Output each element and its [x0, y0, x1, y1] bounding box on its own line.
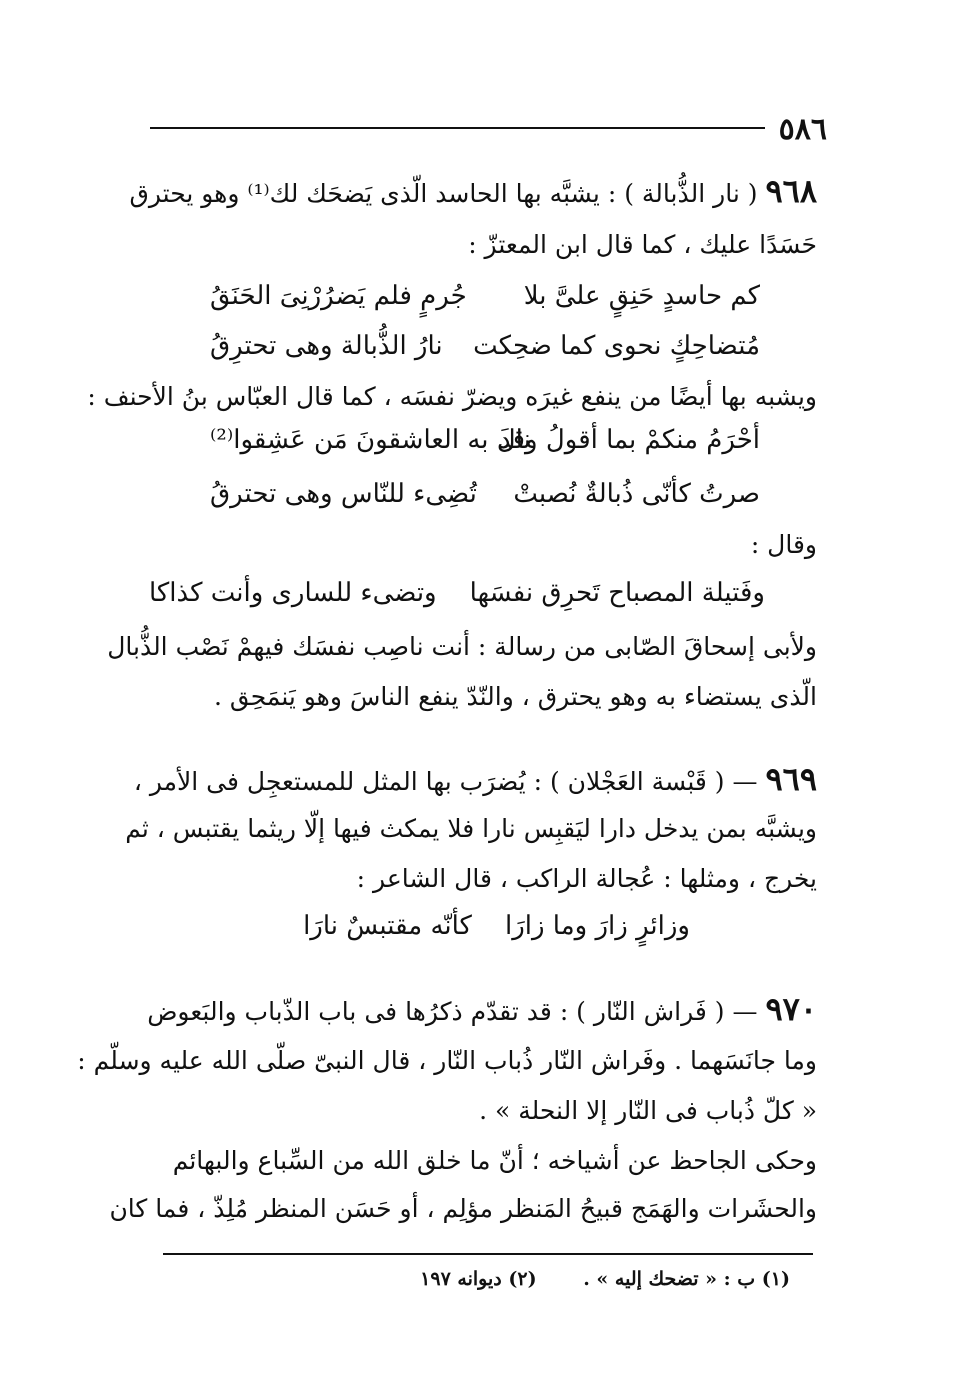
entry-968-line-1 [129, 172, 817, 213]
prose-line: ويشبَّه بمن يدخل دارا ليَقبِس نارا فلا يمكث فيها إلّا ريثما يقتبس ، ثم [125, 814, 817, 843]
footnotes [380, 1268, 790, 1290]
entry-text: — ( قَبْسة العَجْلان ) : يُضرَب بها المثل للمستعجِل فى الأمر ، [133, 767, 758, 796]
header-rule [150, 127, 765, 129]
page-number: ٥٨٦ [778, 112, 827, 147]
prose-line: الّذى يستضاء به وهو يحترق ، والنّدّ ينفع الناسَ وهو يَنمَحِق . [213, 682, 817, 711]
prose-line: وحكى الجاحظ عن أشياخه ؛ أنّ ما خلق الله من السِّباع والبهائم [172, 1146, 817, 1175]
prose-line: ولأبى إسحاقَ الصّابى من رسالة : أنت ناصِب نفسَك فيهمْ نَصْب الذُّبال [107, 632, 817, 661]
entry-number: ٩٧٠ [765, 990, 817, 1028]
verse-hemistich: تُضِىء للنّاس وهى تحترقُ [210, 479, 477, 509]
entry-968-line-2: حَسَدًا عليك ، كما قال ابن المعتزّ : [468, 230, 817, 259]
prose-line: وما جانَسَهما . وفَراش النّار ذُباب النّار ، قال النبىّ صلّى الله عليه وسلّم : [77, 1046, 817, 1075]
entry-text: ( نار الذُّبالة ) : يشبَّه بها الحاسد الّذى يَضحَك لك⁽¹⁾ وهو يحترق [129, 179, 758, 208]
footnote: (٢) ديوانه ١٩٧ [420, 1268, 537, 1290]
prose-line: « كلّ ذُباب فى النّار إلا النحلة » . [479, 1096, 817, 1125]
prose-line: يخرج ، ومثلها : عُجالة الراكب ، قال الشاعر : [356, 864, 817, 893]
verse-hemistich: صرتُ كأنّى ذُبالةٌ نُصبتْ [513, 479, 760, 509]
verse-hemistich: كم حاسدٍ حَنِقٍ علىَّ بلا [523, 281, 760, 311]
entry-number: ٩٦٩ [765, 760, 817, 798]
verse-hemistich: نارُ الذُّبالة وهى تحترِقُ [210, 331, 443, 361]
verse-hemistich: نالَ به العاشقونَ مَن عَشِقوا⁽²⁾ [210, 425, 531, 455]
entry-number: ٩٦٨ [765, 172, 817, 210]
verse-hemistich: جُرمٍ فلم يَضرُرْنِىَ الحَنَقُ [210, 281, 467, 311]
footnote-rule [163, 1253, 813, 1255]
verse-hemistich: أحْرَمُ منكمْ بما أقولُ وقد [498, 425, 760, 455]
entry-text: — ( فَراش النّار ) : قد تقدّم ذكرُها فى باب الذّباب والبَعوض [147, 997, 758, 1026]
verse-line: وزائرٍ زارَ وما زارَا كأنّه مقتبسٌ نارَا [303, 911, 690, 941]
entry-969-line-1 [133, 760, 817, 801]
footnote: (١) ب : « تضحك إليه » . [583, 1268, 790, 1290]
prose-line: ويشبه بها أيضًا من ينفع غيرَه ويضرّ نفسَه ، كما قال العبّاس بنُ الأحنف : [87, 382, 817, 411]
verse-hemistich: مُتضاحِكٍ نحوى كما ضحِكت [473, 331, 760, 361]
prose-line: وقال : [750, 530, 817, 559]
verse-line: وفَتيلة المصباح تَحرِق نفسَها وتضىء للسارى وأنت كذاكا [148, 578, 765, 608]
prose-line: والحشَرات والهَمَج قبيحُ المَنظر مؤلِم ، أو حَسَن المنظر مُلِذّ ، فما كان [109, 1194, 817, 1223]
entry-970-line-1 [147, 990, 817, 1031]
